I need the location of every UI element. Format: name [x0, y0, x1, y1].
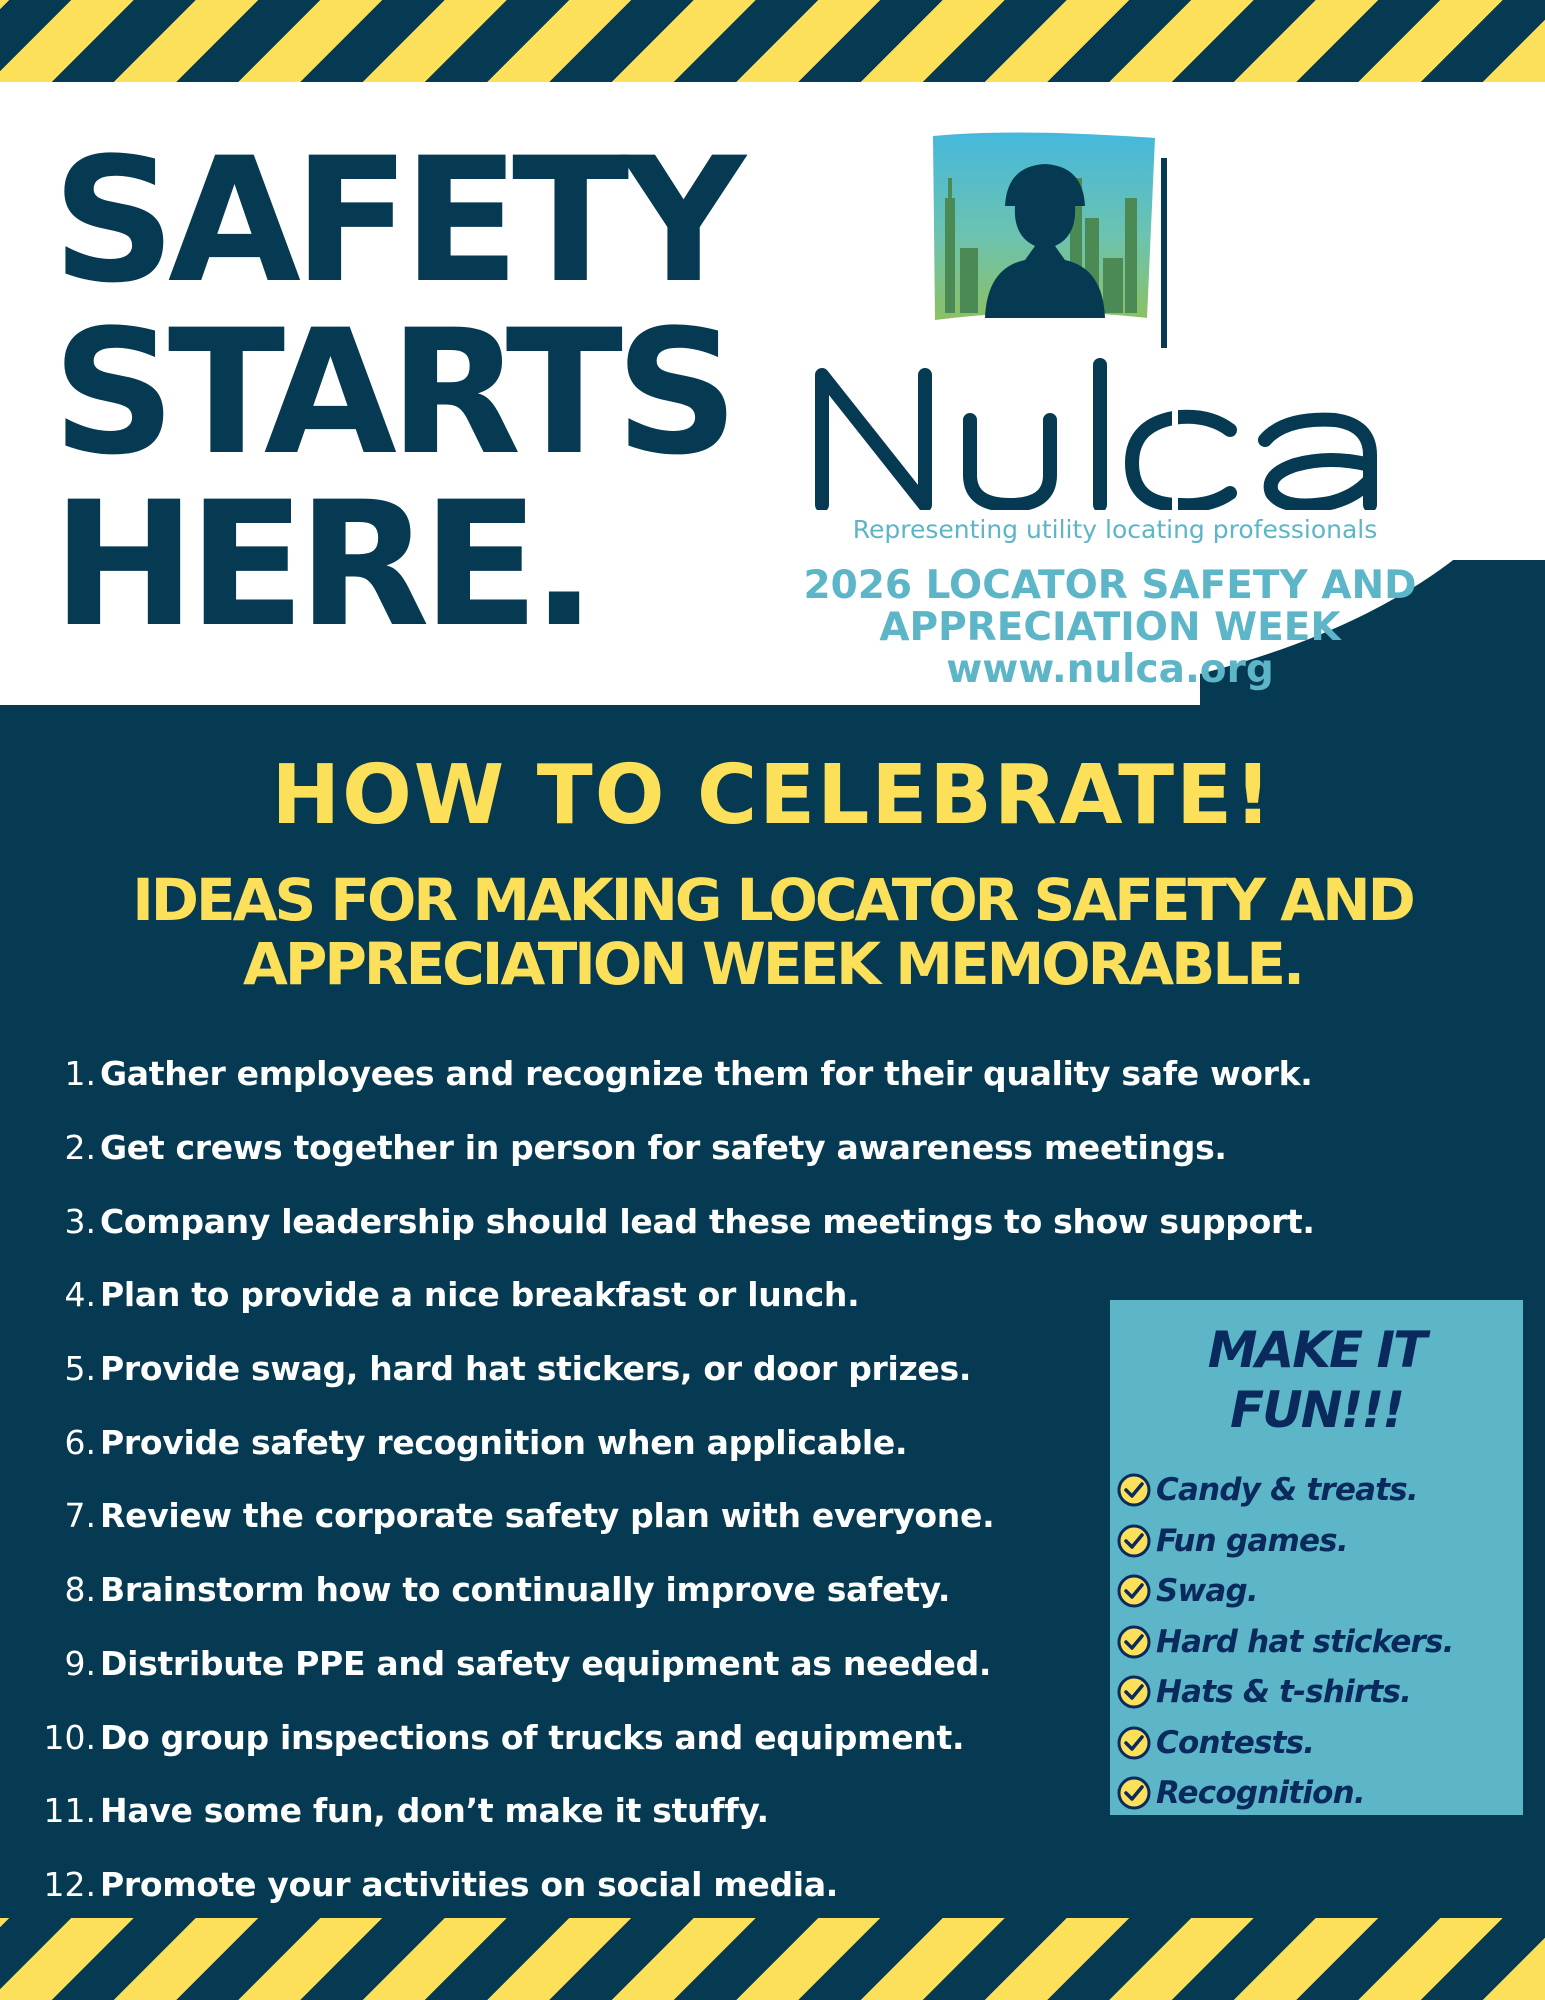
hazard-stripe-bottom	[0, 1918, 1545, 2000]
idea-number: 10.	[43, 1717, 96, 1757]
nulca-flag-logo-icon	[925, 128, 1175, 348]
fun-item	[1116, 1617, 1521, 1668]
idea-number: 1.	[64, 1054, 96, 1094]
celebrate-subtitle-line-2: APPRECIATION WEEK MEMORABLE.	[243, 930, 1302, 998]
idea-text: Get crews together in person for safety awareness meetings.	[100, 1128, 1227, 1168]
fun-item	[1116, 1667, 1521, 1718]
fun-item-text: Recognition.	[1156, 1775, 1365, 1812]
check-circle-icon	[1116, 1472, 1152, 1508]
idea-text: Plan to provide a nice breakfast or lunch.	[100, 1275, 860, 1315]
hazard-stripe-top	[0, 0, 1545, 82]
idea-number: 8.	[64, 1570, 96, 1610]
check-circle-icon	[1116, 1624, 1152, 1660]
logo-tagline: Representing utility locating professionals	[852, 515, 1378, 544]
idea-text: Brainstorm how to continually improve safety.	[100, 1570, 951, 1610]
idea-number: 12.	[43, 1864, 96, 1904]
idea-item	[30, 1848, 1510, 1922]
idea-text: Promote your activities on social media.	[100, 1864, 839, 1904]
fun-item-text: Candy & treats.	[1156, 1472, 1418, 1509]
check-circle-icon	[1116, 1523, 1152, 1559]
idea-text: Gather employees and recognize them for their quality safe work.	[100, 1054, 1313, 1094]
idea-text: Provide safety recognition when applicable.	[100, 1422, 908, 1462]
idea-item	[30, 1037, 1510, 1111]
event-line-2: APPRECIATION WEEK	[879, 605, 1341, 650]
fun-item	[1116, 1516, 1521, 1567]
idea-text: Company leadership should lead these meetings to show support.	[100, 1201, 1315, 1241]
idea-number: 3.	[64, 1201, 96, 1241]
headline-line-3: HERE.	[52, 464, 589, 665]
event-title	[760, 565, 1460, 691]
idea-number: 5.	[64, 1349, 96, 1389]
event-line-1: 2026 LOCATOR SAFETY AND	[803, 563, 1417, 608]
idea-text: Provide swag, hard hat stickers, or door prizes.	[100, 1349, 972, 1389]
check-circle-icon	[1116, 1775, 1152, 1811]
headline	[52, 120, 772, 665]
idea-text: Do group inspections of trucks and equipment.	[100, 1717, 965, 1757]
fun-item	[1116, 1718, 1521, 1769]
event-url: www.nulca.org	[946, 647, 1274, 692]
headline-line-2: STARTS	[52, 292, 731, 493]
idea-text: Have some fun, don’t make it stuffy.	[100, 1791, 769, 1831]
check-circle-icon	[1116, 1573, 1152, 1609]
fun-item-text: Hats & t-shirts.	[1156, 1674, 1412, 1711]
idea-number: 2.	[64, 1128, 96, 1168]
idea-text: Distribute PPE and safety equipment as needed.	[100, 1643, 992, 1683]
fun-box-title	[1110, 1320, 1523, 1440]
idea-item	[30, 1111, 1510, 1185]
idea-text: Review the corporate safety plan with everyone.	[100, 1496, 995, 1536]
fun-list	[1116, 1465, 1521, 1819]
idea-number: 11.	[43, 1791, 96, 1831]
celebrate-subtitle	[20, 868, 1525, 996]
fun-item	[1116, 1566, 1521, 1617]
idea-number: 7.	[64, 1496, 96, 1536]
headline-line-1: SAFETY	[52, 120, 738, 321]
fun-title-line-1: MAKE IT	[1207, 1321, 1426, 1379]
idea-number: 6.	[64, 1422, 96, 1462]
check-circle-icon	[1116, 1725, 1152, 1761]
fun-item-text: Swag.	[1156, 1573, 1258, 1610]
nulca-wordmark	[810, 355, 1425, 510]
check-circle-icon	[1116, 1674, 1152, 1710]
idea-item	[30, 1184, 1510, 1258]
fun-item	[1116, 1768, 1521, 1819]
celebrate-subtitle-line-1: IDEAS FOR MAKING LOCATOR SAFETY AND	[132, 866, 1413, 934]
idea-number: 4.	[64, 1275, 96, 1315]
fun-item-text: Contests.	[1156, 1724, 1315, 1761]
fun-item-text: Fun games.	[1156, 1522, 1348, 1559]
fun-title-line-2: FUN!!!	[1229, 1381, 1403, 1439]
celebrate-title: HOW TO CELEBRATE!	[271, 748, 1274, 843]
fun-item-text: Hard hat stickers.	[1156, 1623, 1454, 1660]
idea-number: 9.	[64, 1643, 96, 1683]
fun-item	[1116, 1465, 1521, 1516]
make-it-fun-box	[1110, 1300, 1523, 1815]
